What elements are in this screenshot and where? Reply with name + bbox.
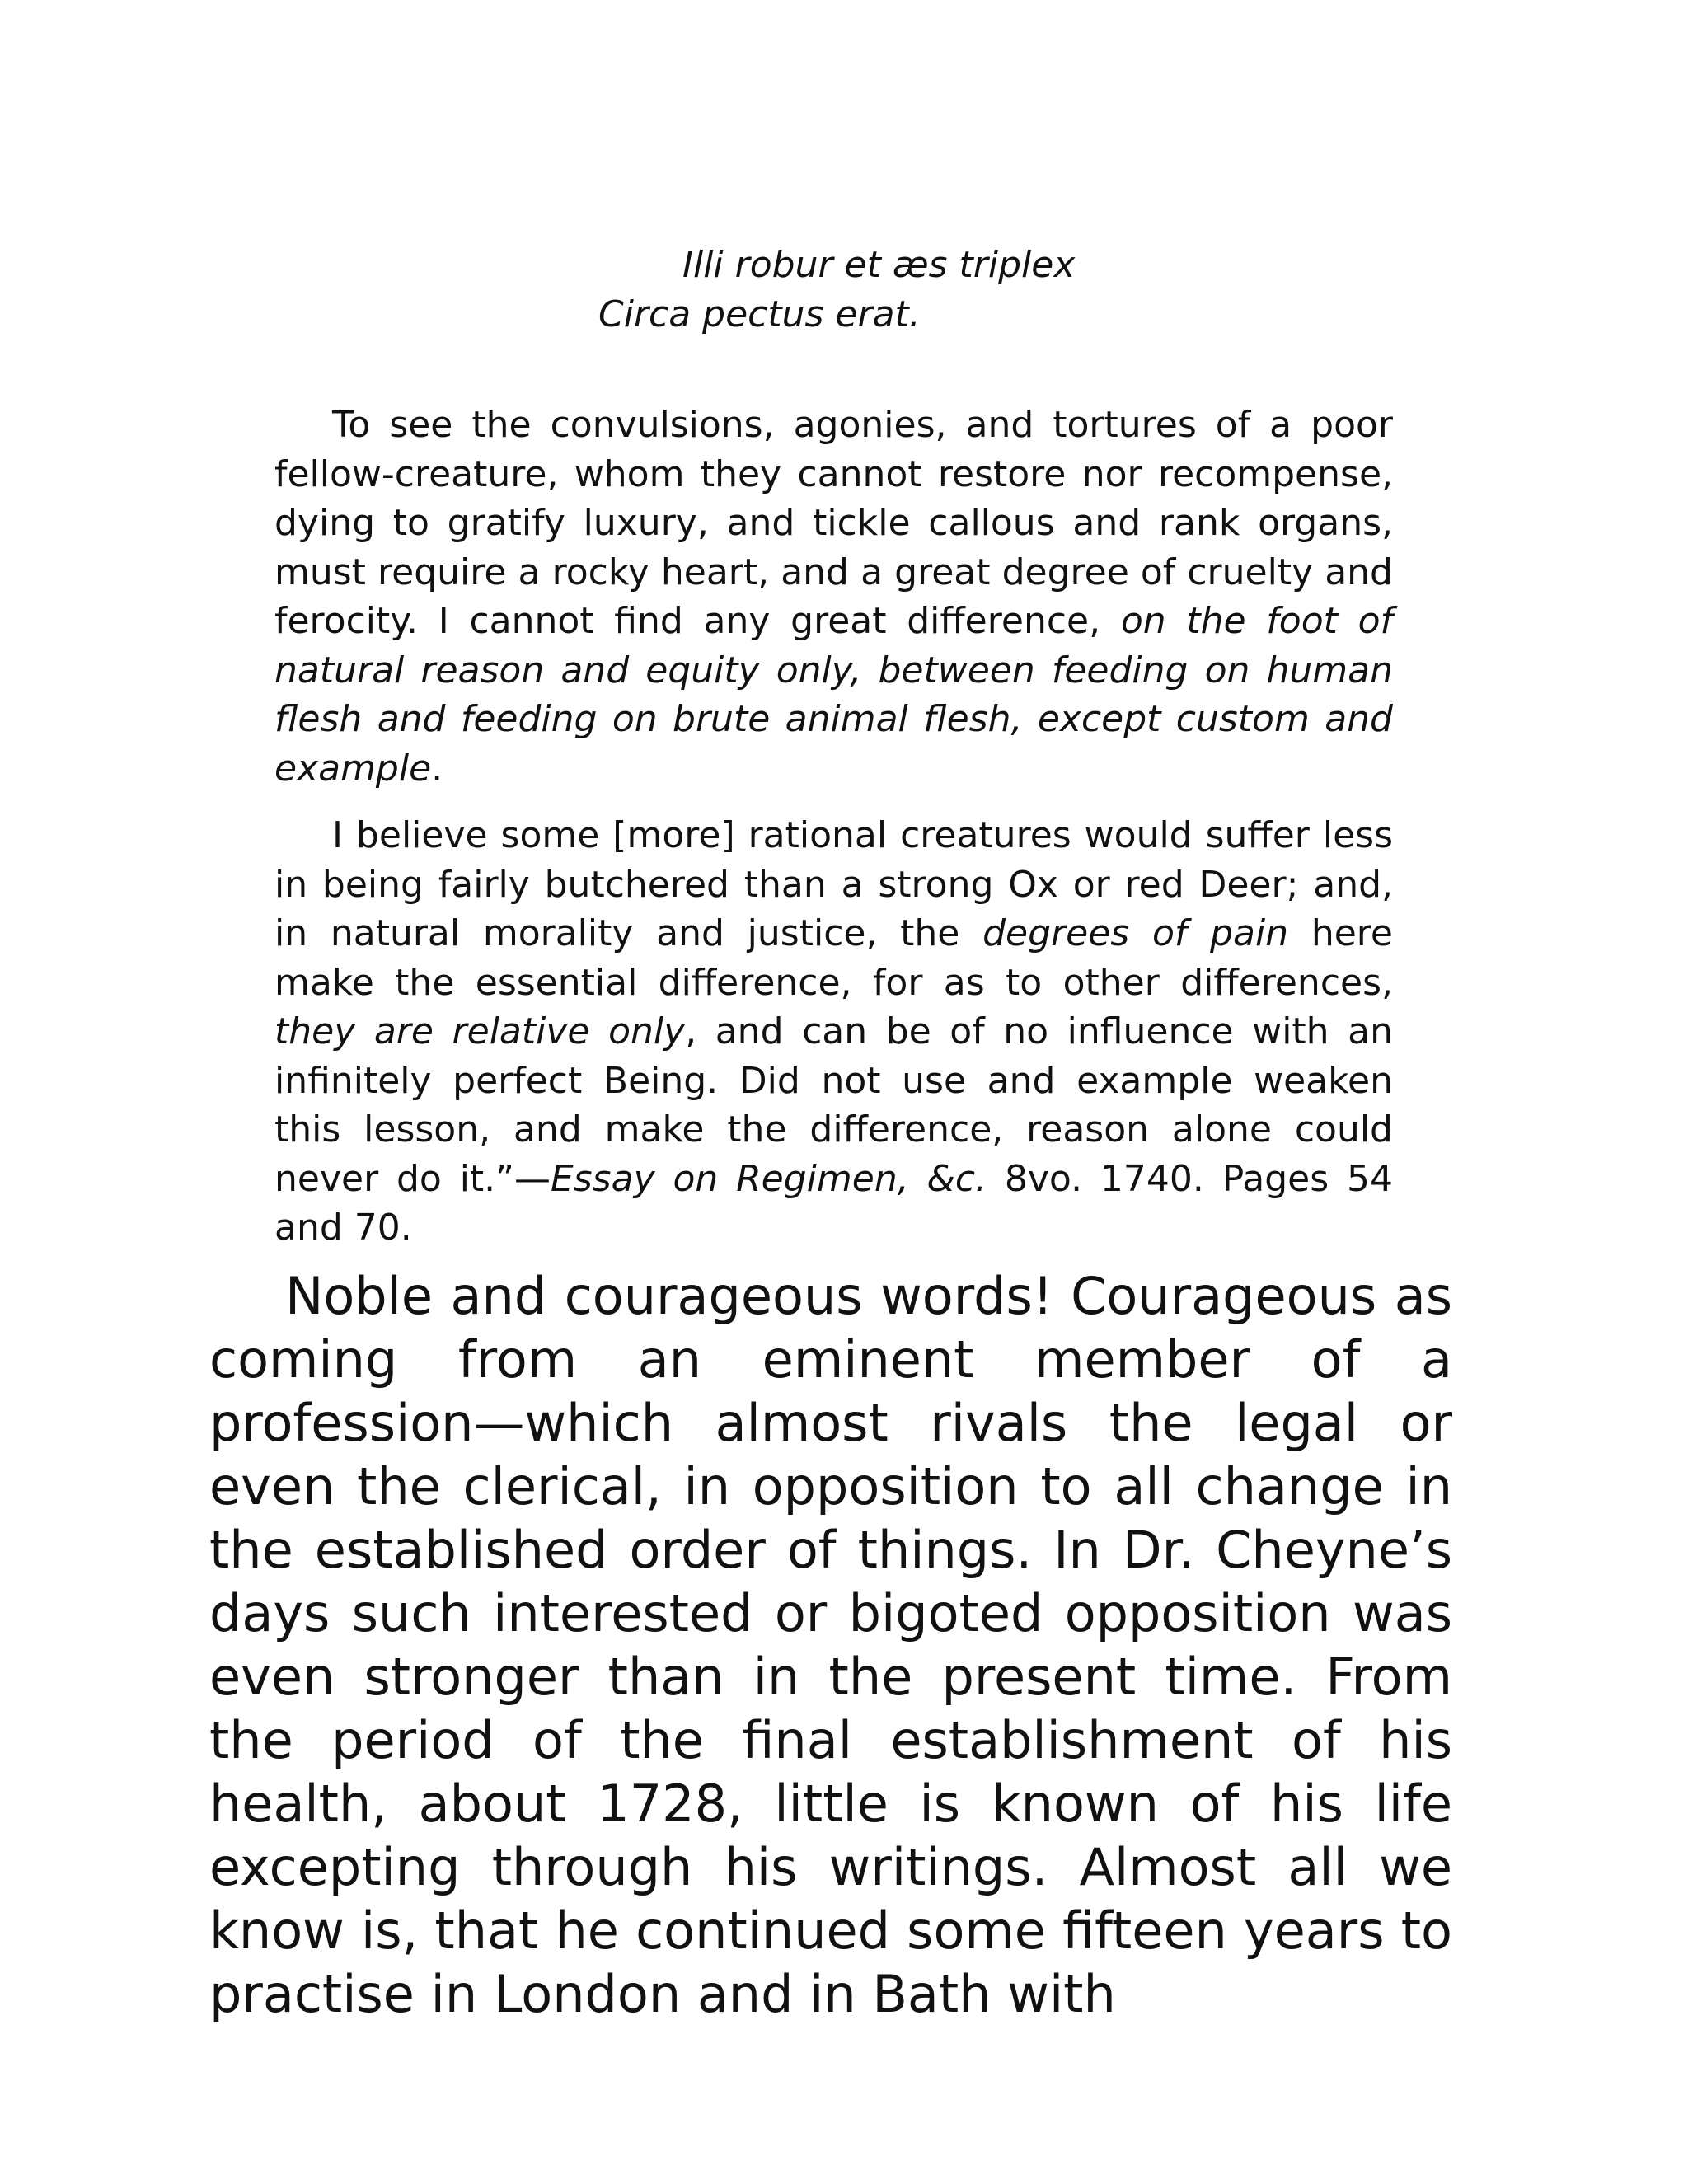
quote-p2-italic-a: degrees of pain: [982, 912, 1289, 954]
quote-p2-text-c: , and can be of no influence with an infinitely perfect Being. Did not use and example weaken this lesson, and make the difference, reason alone could never do it.”—: [274, 1010, 1393, 1200]
quote-p2-italic-b: they are relative only: [274, 1010, 686, 1052]
quote-p1-text: To see the convulsions, agonies, and tortures of a poor fellow-creature, whom they cannot restore nor recompense, dying to gratify luxury, and tickle callous and rank organs, must require a rocky heart, and a great degree of cruelty and ferocity. I cannot find any great difference,: [274, 404, 1393, 642]
quote-paragraph-2: [274, 811, 1393, 1253]
citation-title: Essay on Regimen, &c.: [550, 1157, 987, 1200]
quote-p2-text-a: I believe some [more] rational creatures would suffer less in being fairly butchered than a strong Ox or red Deer; and, in natural morality and justice, the: [274, 814, 1393, 954]
main-text: [209, 1264, 1452, 2026]
quote-p1-italic: on the foot of natural reason and equity only, between feeding on human flesh and feeding on brute animal flesh, except custom and example: [274, 600, 1393, 790]
quote-p1-end: .: [431, 747, 443, 790]
block-quotation: [274, 401, 1393, 1253]
epigraph-line-1: Illi robur et æs triplex: [682, 244, 1076, 286]
epigraph: [0, 241, 1688, 340]
citation-details: 8vo. 1740. Pages 54 and 70.: [274, 1157, 1393, 1249]
quote-paragraph-1: [274, 401, 1393, 793]
body-paragraph: Noble and courageous words! Courageous as coming from an eminent member of a profession—which almost rivals the legal or even the clerical, in opposition to all change in the established order of things. In Dr. Cheyne’s days such interested or bigoted opposition was even stronger than in the present time. From the period of the final establishment of his health, about 1728, little is known of his life excepting through his writings. Almost all we know is, that he continued some fifteen years to practise in London and in Bath with: [209, 1266, 1452, 2024]
quote-p2-text-b: here make the essential difference, for as to other differences,: [274, 912, 1393, 1004]
epigraph-line-2: Circa pectus erat.: [598, 293, 921, 335]
